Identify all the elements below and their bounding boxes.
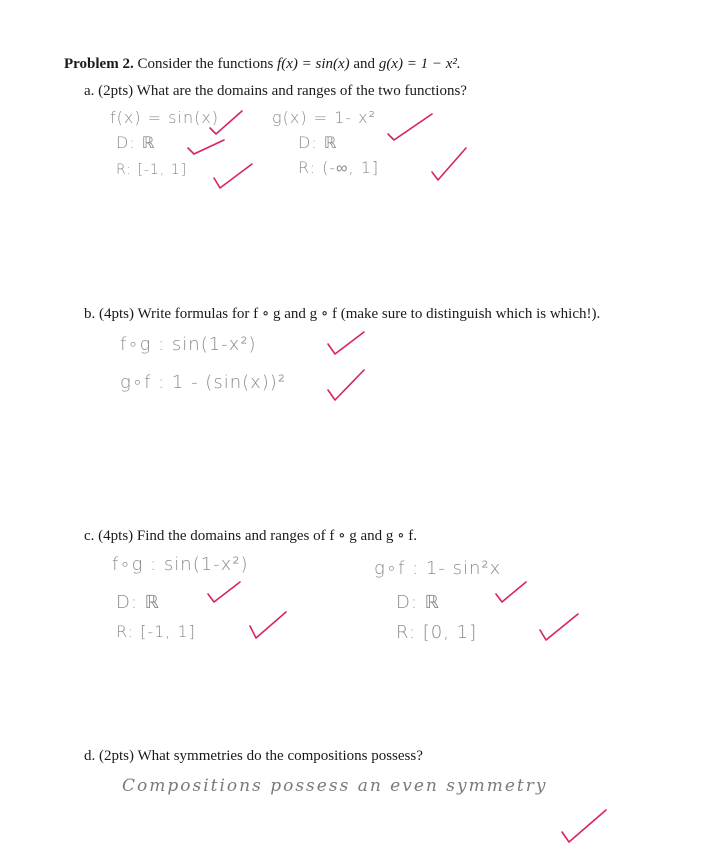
g-definition: g(x) = 1 − x². xyxy=(378,56,461,72)
answer-a-g-header: g(x) = 1- x² xyxy=(272,108,377,127)
answer-d-text: Compositions possess an even symmetry xyxy=(122,776,548,796)
problem-intro: Consider the functions xyxy=(137,56,274,72)
answer-c-fog-header: f∘g : sin(1-x²) xyxy=(112,554,249,575)
problem-label: Problem 2. xyxy=(64,56,134,72)
part-b-question xyxy=(84,304,600,323)
answer-a-f-range: R: [-1, 1] xyxy=(116,162,188,178)
check-mark-icon xyxy=(326,368,366,402)
check-mark-icon xyxy=(494,580,528,604)
problem-header xyxy=(64,56,461,73)
check-mark-icon xyxy=(386,112,434,142)
check-mark-icon xyxy=(538,612,580,642)
answer-a-g-domain: D: ℝ xyxy=(298,133,338,152)
check-mark-icon xyxy=(430,146,468,182)
check-mark-icon xyxy=(560,808,608,844)
check-mark-icon xyxy=(326,330,366,356)
part-d-label: d. xyxy=(84,748,96,764)
check-mark-icon xyxy=(208,108,244,136)
part-a-points: (2pts) xyxy=(98,83,134,99)
answer-b-fog: f∘g : sin(1-x²) xyxy=(120,334,257,355)
part-c-points: (4pts) xyxy=(98,528,134,544)
part-d-points: (2pts) xyxy=(99,748,134,764)
answer-c-gof-range: R: [0, 1] xyxy=(396,622,478,643)
answer-c-gof-header: g∘f : 1- sin²x xyxy=(374,558,502,579)
part-d-text: What symmetries do the compositions possess? xyxy=(137,748,423,764)
f-definition: f(x) = sin(x) xyxy=(277,56,350,72)
check-mark-icon xyxy=(186,138,226,156)
answer-b-gof: g∘f : 1 - (sin(x))² xyxy=(120,372,287,393)
check-mark-icon xyxy=(206,580,242,604)
part-c-label: c. xyxy=(84,528,95,544)
check-mark-icon xyxy=(248,610,288,640)
answer-c-fog-range: R: [-1, 1] xyxy=(116,622,196,641)
part-b-label: b. xyxy=(84,306,96,322)
part-a-text: What are the domains and ranges of the two functions? xyxy=(136,83,467,99)
part-b-text: Write formulas for f ∘ g and g ∘ f (make sure to distinguish which is which!). xyxy=(137,306,601,322)
answer-a-f-header: f(x) = sin(x) xyxy=(110,108,220,127)
answer-a-g-range: R: (-∞, 1] xyxy=(298,158,380,177)
part-a-question xyxy=(84,83,467,100)
answer-a-f-domain: D: ℝ xyxy=(116,133,156,152)
answer-c-fog-domain: D: ℝ xyxy=(116,592,160,613)
part-d-question xyxy=(84,748,423,765)
and-word: and xyxy=(353,56,376,72)
part-c-question xyxy=(84,526,417,545)
part-a-label: a. xyxy=(84,83,95,99)
answer-c-gof-domain: D: ℝ xyxy=(396,592,440,613)
check-mark-icon xyxy=(212,160,254,190)
part-b-points: (4pts) xyxy=(99,306,134,322)
part-c-text: Find the domains and ranges of f ∘ g and g ∘ f. xyxy=(136,528,417,544)
